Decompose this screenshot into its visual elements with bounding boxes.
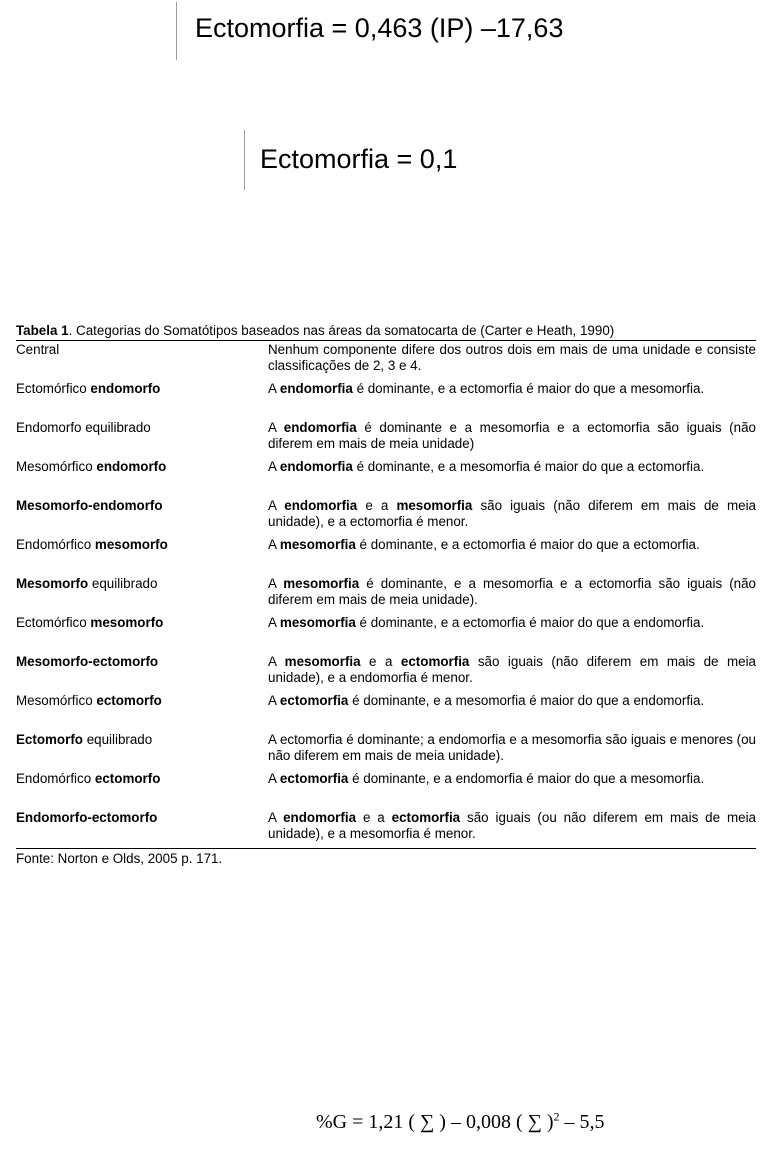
description-text: mesomorfia <box>396 498 473 513</box>
table-cell-description <box>268 381 756 419</box>
table-row <box>16 614 756 653</box>
description-text: é dominante, e a endomorfia é maior do que a mesomorfia. <box>348 771 705 786</box>
table-cell-description <box>268 576 756 614</box>
description-text: endomorfia <box>284 498 358 513</box>
body-fat-formula-rhs: – 5,5 <box>559 1111 605 1133</box>
description-text: A <box>268 810 284 825</box>
description-text: A <box>268 420 284 435</box>
category-text: Endomórfico <box>16 771 95 786</box>
table-row <box>16 497 756 536</box>
table-row <box>16 419 756 458</box>
description-text: mesomorfia <box>279 537 356 552</box>
table-row <box>16 731 756 770</box>
category-text: Mesomorfo <box>16 576 89 591</box>
table-row <box>16 809 756 848</box>
table-cell-category <box>16 654 268 692</box>
description-text: mesomorfia <box>279 615 356 630</box>
description-text: são iguais (ou não diferem em mais de meia unidade), e a mesomorfia é menor. <box>268 810 756 841</box>
table-row <box>16 341 756 380</box>
table-cell-category <box>16 693 268 731</box>
table-cell-category <box>16 420 268 458</box>
description-text: é dominante, e a ectomorfia é maior do que a endomorfia. <box>355 615 705 630</box>
description-text: e a <box>356 810 392 825</box>
category-text: equilibrado <box>82 732 153 747</box>
description-text: endomorfia <box>279 459 353 474</box>
table-cell-category <box>16 810 268 848</box>
description-text: A <box>268 771 280 786</box>
category-text: Ectomorfo <box>16 732 83 747</box>
table-row <box>16 536 756 575</box>
description-text: ectomorfia <box>400 654 470 669</box>
description-text: A <box>268 381 280 396</box>
description-text: A <box>268 576 284 591</box>
table-cell-category <box>16 732 268 770</box>
table-cell-category <box>16 381 268 419</box>
table-cell-description <box>268 732 756 770</box>
table-cell-description <box>268 693 756 731</box>
description-text: é dominante e a mesomorfia e a ectomorfia são iguais (não diferem em mais de meia unidade) <box>268 420 756 451</box>
description-text: endomorfia <box>283 420 357 435</box>
table-cell-description <box>268 771 756 809</box>
table-source-note: Fonte: Norton e Olds, 2005 p. 171. <box>16 851 223 866</box>
formula-divider-line <box>176 2 177 60</box>
description-text: é dominante, e a ectomorfia é maior do que a ectomorfia. <box>355 537 700 552</box>
description-text: A <box>268 615 280 630</box>
description-text: A ectomorfia é dominante; a endomorfia e a mesomorfia são iguais e menores (ou não diferem em mais de meia unidade). <box>268 732 756 763</box>
table-row <box>16 575 756 614</box>
description-text: é dominante, e a ectomorfia é maior do que a mesomorfia. <box>352 381 705 396</box>
ectomorfia-min-formula: Ectomorfia = 0,1 <box>260 144 458 174</box>
category-text: Ectomórfico <box>16 615 91 630</box>
description-text: A <box>268 498 285 513</box>
category-text: mesomorfo <box>94 537 168 552</box>
table-cell-category <box>16 537 268 575</box>
formula-divider-line <box>244 130 245 190</box>
table-cell-category <box>16 615 268 653</box>
table-cell-category <box>16 459 268 497</box>
table-cell-description <box>268 420 756 458</box>
table-row <box>16 692 756 731</box>
table-cell-category <box>16 498 268 536</box>
table-caption-label: Tabela 1 <box>16 323 69 338</box>
table-row <box>16 653 756 692</box>
category-text: Mesomórfico <box>16 459 97 474</box>
category-text: Mesomórfico <box>16 693 97 708</box>
category-text: Mesomorfo-endomorfo <box>16 498 163 513</box>
category-text: endomorfo <box>90 381 161 396</box>
description-text: ectomorfia <box>391 810 461 825</box>
description-text: A <box>268 654 285 669</box>
table-cell-category <box>16 342 268 380</box>
description-text: Nenhum componente difere dos outros dois em mais de uma unidade e consiste classificações de 2, 3 e 4. <box>268 342 756 373</box>
category-text: Endomórfico <box>16 537 95 552</box>
description-text: mesomorfia <box>284 654 361 669</box>
body-fat-formula <box>316 1111 605 1134</box>
description-text: são iguais (não diferem em mais de meia unidade), e a ectomorfia é menor. <box>268 498 756 529</box>
category-text: mesomorfo <box>90 615 164 630</box>
description-text: e a <box>357 498 397 513</box>
table-row <box>16 458 756 497</box>
table-bottom-rule <box>16 848 756 849</box>
description-text: são iguais (não diferem em mais de meia unidade), e a endomorfia é menor. <box>268 654 756 685</box>
table-cell-description <box>268 654 756 692</box>
body-fat-formula-lhs: %G = 1,21 ( ∑ ) – 0,008 ( ∑ ) <box>316 1111 554 1133</box>
table-row <box>16 380 756 419</box>
description-text: A <box>268 459 280 474</box>
description-text: é dominante, e a mesomorfia é maior do que a endomorfia. <box>348 693 705 708</box>
table-cell-description <box>268 498 756 536</box>
category-text: Central <box>16 342 60 357</box>
description-text: A <box>268 537 280 552</box>
description-text: A <box>268 693 280 708</box>
category-text: Endomorfo-ectomorfo <box>16 810 158 825</box>
somatotype-categories-table <box>16 322 756 867</box>
category-text: equilibrado <box>88 576 158 591</box>
table-caption-text: . Categorias do Somatótipos baseados nas áreas da somatocarta de (Carter e Heath, 1990) <box>68 323 615 338</box>
table-cell-description <box>268 459 756 497</box>
category-text: endomorfo <box>96 459 167 474</box>
description-text: endomorfia <box>283 810 357 825</box>
category-text: Endomorfo equilibrado <box>16 420 151 435</box>
description-text: e a <box>360 654 401 669</box>
category-text: ectomorfo <box>96 693 162 708</box>
description-text: é dominante, e a mesomorfia e a ectomorfia são iguais (não diferem em mais de meia unidade). <box>268 576 756 607</box>
table-row <box>16 770 756 809</box>
ectomorfia-general-formula: Ectomorfia = 0,463 (IP) –17,63 <box>195 13 564 43</box>
description-text: endomorfia <box>279 381 353 396</box>
body-fat-formula-exponent: 2 <box>553 1109 560 1124</box>
table-cell-category <box>16 771 268 809</box>
table-body <box>16 341 756 848</box>
table-cell-description <box>268 810 756 848</box>
table-cell-description <box>268 537 756 575</box>
table-cell-description <box>268 342 756 380</box>
description-text: ectomorfia <box>279 693 349 708</box>
description-text: é dominante, e a mesomorfia é maior do que a ectomorfia. <box>352 459 705 474</box>
description-text: mesomorfia <box>283 576 360 591</box>
table-cell-description <box>268 615 756 653</box>
category-text: Ectomórfico <box>16 381 91 396</box>
category-text: ectomorfo <box>94 771 161 786</box>
description-text: ectomorfia <box>279 771 349 786</box>
category-text: Mesomorfo-ectomorfo <box>16 654 159 669</box>
table-cell-category <box>16 576 268 614</box>
table-caption <box>16 322 756 339</box>
